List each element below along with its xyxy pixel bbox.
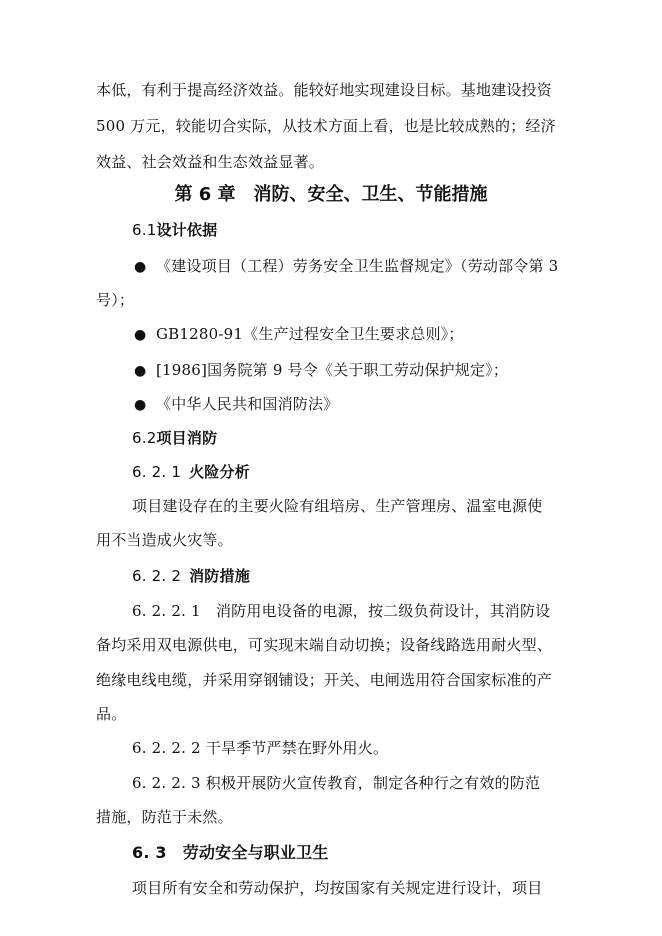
fire-measure-3-line-2: 措施，防范于未然。 — [96, 808, 233, 826]
bullet-icon: ● — [134, 397, 147, 413]
bullet-icon: ● — [134, 327, 147, 343]
bullet-item-2-text: GB1280-91《生产过程安全卫生要求总则》； — [156, 325, 464, 343]
bullet-item-3 — [134, 360, 508, 381]
chapter-title: 第 6 章 消防、安全、卫生、节能措施 — [174, 184, 488, 205]
fire-risk-line-2: 用不当造成火灾等。 — [96, 531, 233, 549]
section-6-1-heading — [132, 220, 217, 240]
fire-measure-1-line-4: 品。 — [96, 705, 127, 723]
section-6-2-number: 6.2 — [132, 429, 157, 447]
fire-measure-1-line-3: 绝缘电线电缆，并采用穿钢铺设；开关、电闸选用符合国家标准的产 — [96, 671, 553, 689]
bullet-item-4-text: 《中华人民共和国消防法》 — [156, 395, 339, 413]
intro-line-3: 效益、社会效益和生态效益显著。 — [96, 153, 325, 171]
subsection-6-2-2-number: 6. 2. 2 — [132, 567, 182, 585]
section-6-3-number: 6. 3 — [132, 843, 167, 862]
bullet-item-1-continuation: 号）； — [96, 291, 135, 309]
subsection-6-2-2-title: 消防措施 — [189, 567, 250, 585]
section-6-1-number: 6.1 — [132, 221, 157, 239]
section-6-2-title: 项目消防 — [156, 429, 218, 447]
bullet-item-3-text: [1986]国务院第 9 号令《关于职工劳动保护规定》； — [156, 361, 509, 379]
fire-measure-1-line-1: 6. 2. 2. 1 消防用电设备的电源，按二级负荷设计，其消防设 — [132, 602, 551, 620]
section-6-3-heading — [132, 843, 329, 863]
bullet-item-2 — [134, 324, 464, 345]
bullet-icon: ● — [134, 363, 147, 379]
section-6-1-title: 设计依据 — [156, 221, 218, 239]
fire-measure-1-line-2: 备均采用双电源供电，可实现末端自动切换；设备线路选用耐火型、 — [96, 636, 553, 654]
section-6-3-title: 劳动安全与职业卫生 — [182, 843, 329, 862]
subsection-6-2-2-heading — [132, 566, 250, 586]
bullet-item-4 — [134, 394, 338, 415]
fire-measure-2-line-1: 6. 2. 2. 2 干旱季节严禁在野外用火。 — [132, 739, 389, 757]
subsection-6-2-1-number: 6. 2. 1 — [132, 463, 182, 481]
fire-risk-line-1: 项目建设存在的主要火险有组培房、生产管理房、温室电源使 — [132, 497, 543, 515]
bullet-item-1 — [134, 256, 558, 277]
subsection-6-2-1-heading — [132, 462, 250, 482]
intro-line-2: 500 万元，较能切合实际，从技术方面上看，也是比较成熟的；经济 — [96, 117, 556, 135]
section-6-2-heading — [132, 428, 217, 448]
fire-measure-3-line-1: 6. 2. 2. 3 积极开展防火宣传教育，制定各种行之有效的防范 — [132, 774, 541, 792]
subsection-6-2-1-title: 火险分析 — [189, 463, 250, 481]
bullet-icon: ● — [134, 259, 147, 275]
bullet-item-1-text: 《建设项目（工程）劳务安全卫生监督规定》（劳动部令第 3 — [156, 257, 559, 275]
labor-safety-line-1: 项目所有安全和劳动保护，均按国家有关规定进行设计，项目 — [132, 879, 543, 897]
intro-line-1: 本低，有利于提高经济效益。能较好地实现建设目标。基地建设投资 — [96, 81, 553, 99]
